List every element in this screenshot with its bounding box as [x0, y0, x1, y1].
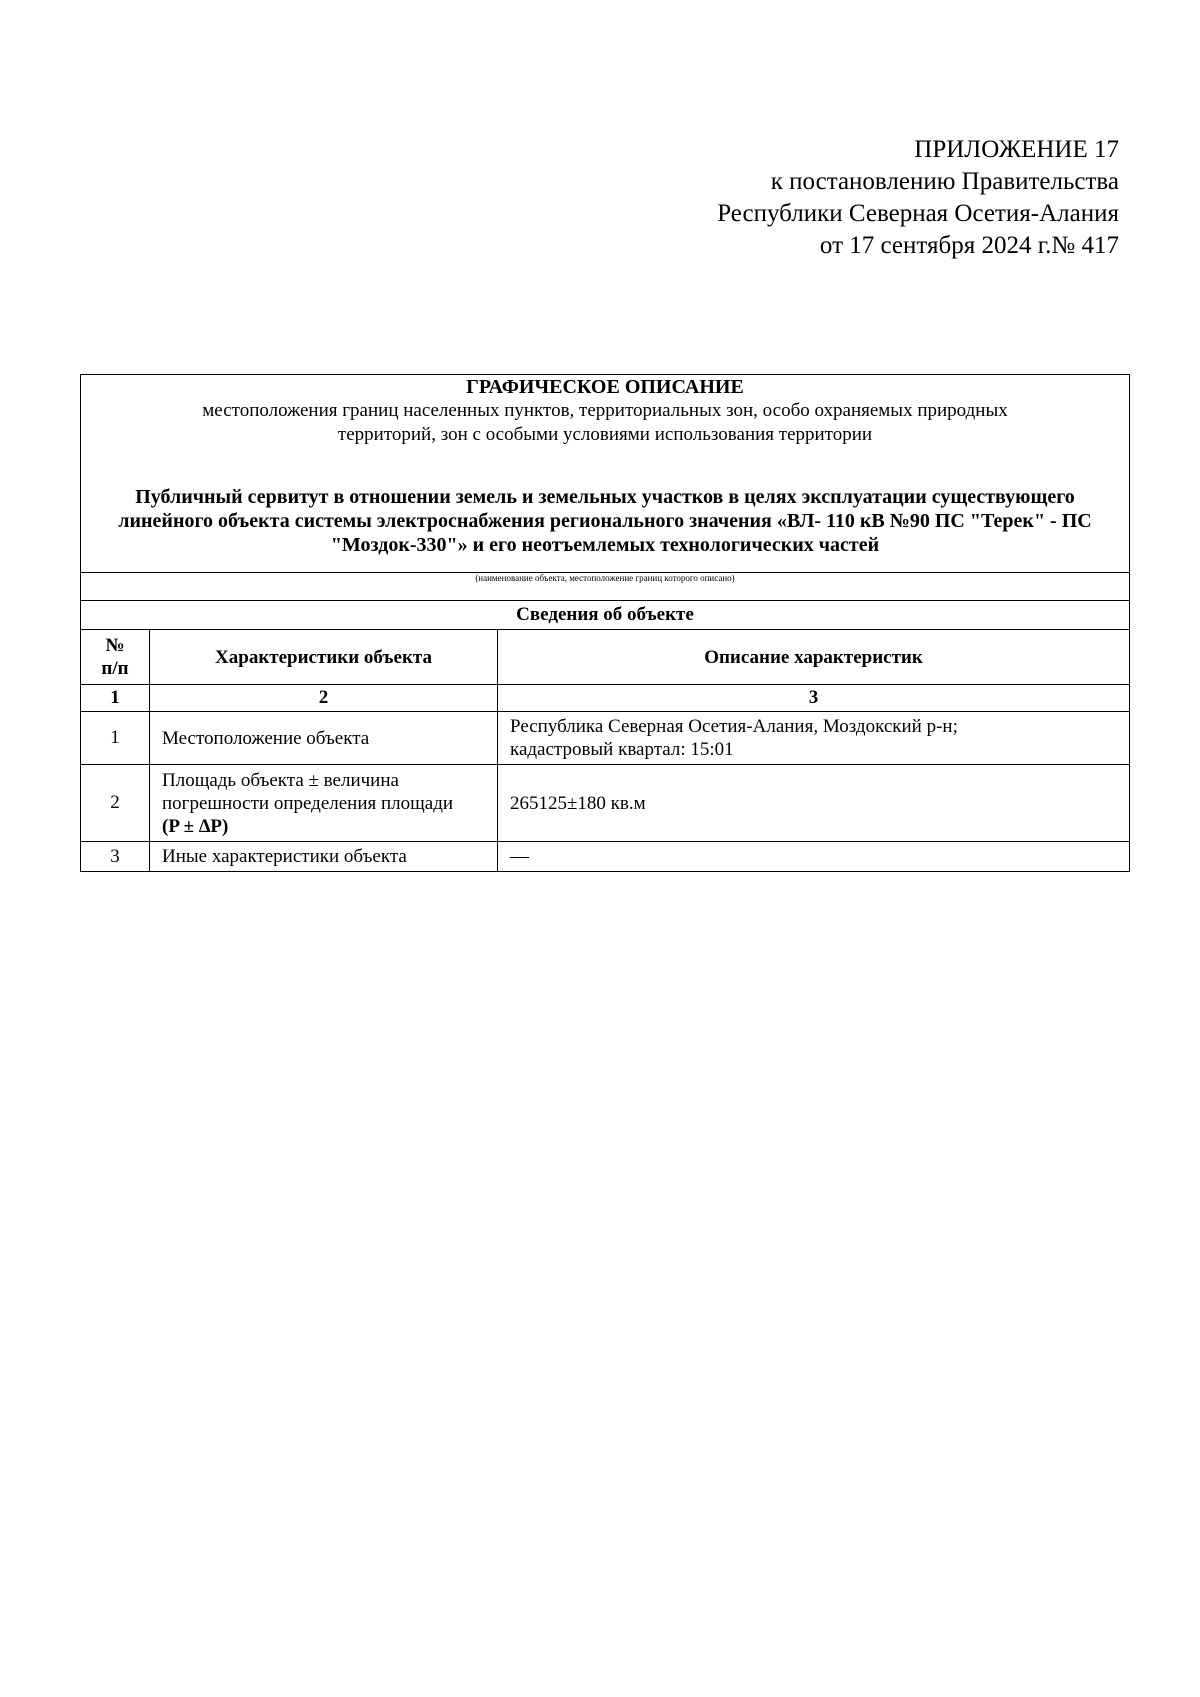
row-characteristic: Иные характеристики объекта — [150, 842, 498, 872]
column-number-1: 1 — [81, 685, 150, 712]
column-numbers-row — [81, 685, 1130, 712]
row-characteristic-line-1: Площадь объекта ± величина — [162, 769, 399, 791]
column-number-2: 2 — [150, 685, 498, 712]
table-row — [81, 842, 1130, 872]
column-header-number-line-2: п/п — [101, 658, 129, 679]
graphic-description-table — [80, 374, 1130, 872]
appendix-date-number: от 17 сентября 2024 г.№ 417 — [819, 232, 1119, 259]
appendix-title: ПРИЛОЖЕНИЕ 17 — [914, 136, 1119, 163]
document-subtitle-line-1: местоположения границ населенных пунктов, территориальных зон, особо охраняемых природных — [202, 400, 1008, 421]
appendix-republic: Республики Северная Осетия-Алания — [717, 200, 1119, 227]
object-name-line-1: Публичный сервитут в отношении земель и земельных участков в целях эксплуатации существующего — [135, 486, 1075, 508]
row-description-line-2: кадастровый квартал: 15:01 — [510, 739, 734, 760]
row-number: 3 — [81, 842, 150, 872]
document-title: ГРАФИЧЕСКОЕ ОПИСАНИЕ — [466, 376, 744, 398]
row-characteristic: Местоположение объекта — [150, 712, 498, 765]
column-number-3: 3 — [498, 685, 1130, 712]
row-description-line-1: Республика Северная Осетия-Алания, Моздокский р-н; — [510, 716, 958, 737]
object-name — [81, 485, 1129, 557]
row-characteristic-line-3: (P ± ∆P) — [162, 815, 229, 837]
row-characteristic-line-2: погрешности определения площади — [162, 792, 454, 814]
object-name-caption: (наименование объекта, местоположение границ которого описано) — [81, 573, 1130, 601]
object-name-line-3: "Моздок-330"» и его неотъемлемых технологических частей — [330, 534, 880, 556]
column-header-number — [81, 630, 150, 685]
row-number: 2 — [81, 765, 150, 842]
row-description: — — [498, 842, 1130, 872]
column-header-number-line-1: № — [105, 635, 125, 656]
row-description: 265125±180 кв.м — [498, 765, 1130, 842]
row-description — [498, 712, 1130, 765]
row-characteristic — [150, 765, 498, 842]
section-title: Сведения об объекте — [81, 601, 1130, 630]
document-subtitle-line-2: территорий, зон с особыми условиями использования территории — [337, 424, 873, 445]
row-number: 1 — [81, 712, 150, 765]
object-name-line-2: линейного объекта системы электроснабжения регионального значения «ВЛ- 110 кВ №90 ПС "Терек" - ПС — [118, 510, 1092, 532]
appendix-resolution: к постановлению Правительства — [770, 168, 1119, 195]
document-header-cell — [81, 375, 1130, 573]
table-row — [81, 765, 1130, 842]
column-header-characteristics: Характеристики объекта — [150, 630, 498, 685]
table-row — [81, 712, 1130, 765]
column-header-description: Описание характеристик — [498, 630, 1130, 685]
appendix-header — [717, 134, 1119, 262]
